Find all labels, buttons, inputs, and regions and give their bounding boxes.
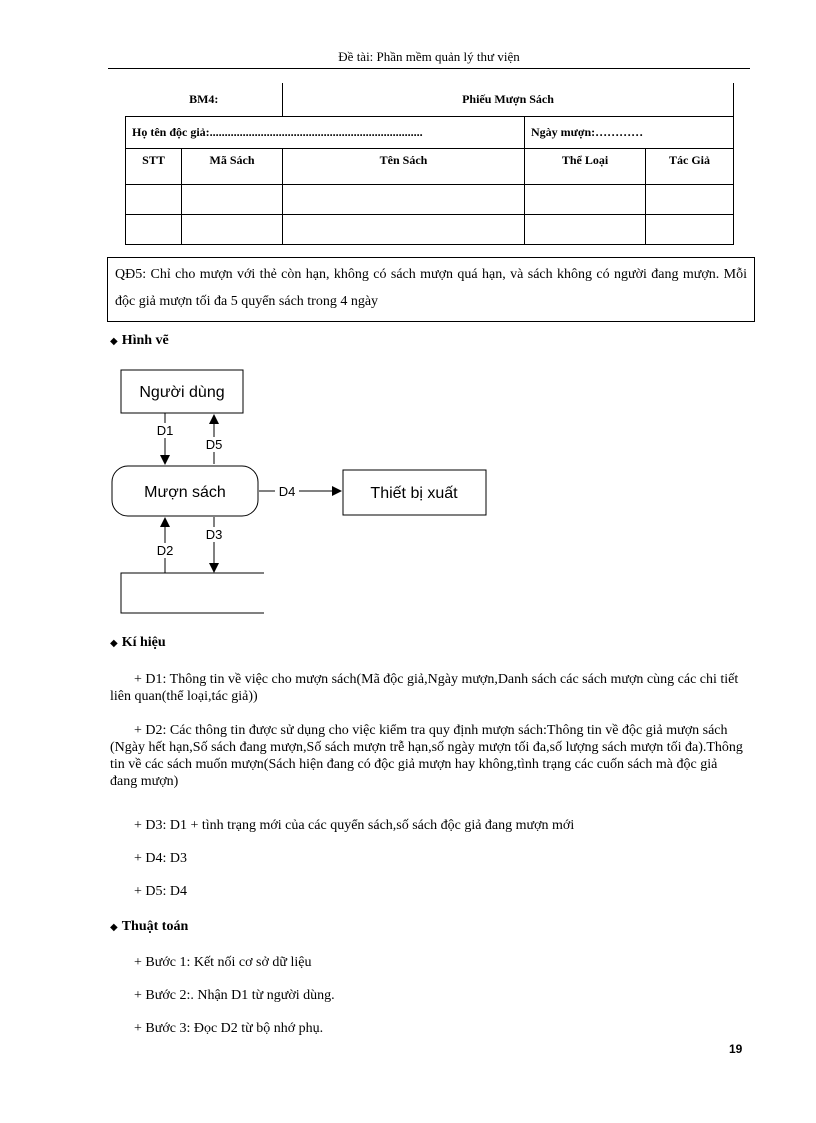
flow-d5-label: D5 [205, 437, 223, 452]
table-cell [283, 215, 525, 245]
algorithm-step-2: + Bước 2:. Nhận D1 từ người dùng. [134, 988, 335, 1003]
table-row [126, 185, 734, 215]
diagram-heading-text: Hình vẽ [121, 333, 169, 348]
form-title-row [126, 83, 734, 117]
flow-d1-label: D1 [156, 423, 174, 438]
table-cell [646, 185, 734, 215]
column-header: Mã Sách [182, 149, 283, 185]
legend-text: + D4: D3 [134, 851, 188, 866]
form-header-row [126, 149, 734, 185]
legend-d1 [110, 671, 746, 705]
form-code: BM4: [126, 83, 283, 117]
diamond-bullet-icon: ◆ [110, 922, 118, 933]
table-cell [182, 185, 283, 215]
form-title: Phiếu Mượn Sách [283, 83, 734, 117]
table-cell [525, 215, 646, 245]
loan-date-label: Ngày mượn:………… [525, 117, 734, 149]
legend-heading [110, 634, 166, 653]
column-header: Tác Giả [646, 149, 734, 185]
legend-text: + D5: D4 [134, 884, 188, 899]
algorithm-heading-text: Thuật toán [121, 919, 189, 934]
legend-heading-text: Kí hiệu [121, 635, 166, 650]
legend-d2 [110, 722, 746, 790]
column-header: STT [126, 149, 182, 185]
legend-d4 [110, 850, 746, 867]
diamond-bullet-icon: ◆ [110, 638, 118, 649]
output-device-label: Thiết bị xuất [370, 485, 458, 502]
page-header: Đề tài: Phần mềm quản lý thư viện [108, 48, 750, 69]
legend-text: + D3: D1 + tình trạng mới của các quyển sách,số sách độc giả đang mượn mới [134, 818, 575, 833]
rule-box: QĐ5: Chỉ cho mượn với thẻ còn hạn, không có sách mượn quá hạn, và sách không có người đang mượn. Mỗi độc giả mượn tối đa 5 quyển sách trong 4 ngày [107, 257, 755, 322]
table-cell [182, 215, 283, 245]
table-cell [126, 185, 182, 215]
flow-d2-label: D2 [156, 543, 174, 558]
user-label: Người dùng [139, 384, 225, 401]
table-cell [646, 215, 734, 245]
algorithm-step-1: + Bước 1: Kết nối cơ sở dữ liệu [134, 955, 312, 970]
diagram-heading [110, 332, 169, 351]
reader-name-label: Họ tên độc giả:....................................................................... [126, 117, 525, 149]
table-cell [283, 185, 525, 215]
algorithm-heading [110, 918, 188, 937]
loan-form-table [125, 83, 734, 245]
table-cell [126, 215, 182, 245]
table-row [126, 215, 734, 245]
form-info-row [126, 117, 734, 149]
legend-text: + D1: Thông tin về việc cho mượn sách(Mã độc giả,Ngày mượn,Danh sách các sách mượn cùng các chi tiết liên quan(thể loại,tác giả)) [110, 672, 739, 704]
legend-d3 [110, 817, 746, 834]
process-label: Mượn sách [144, 484, 226, 501]
algorithm-step-3: + Bước 3: Đọc D2 từ bộ nhớ phụ. [134, 1021, 324, 1036]
diamond-bullet-icon: ◆ [110, 336, 118, 347]
data-store [121, 573, 264, 613]
legend-text: + D2: Các thông tin được sử dụng cho việc kiểm tra quy định mượn sách:Thông tin về độc giả mượn sách (Ngày hết hạn,Số sách đang mượn,Số sách mượn trễ hạn,số ngày mượn tối đa,số lượng sách mượn tối đa).Thông tin về các sách muốn mượn(Sách hiện đang có độc giả mượn hay không,tình trạng các cuốn sách mà độc giả đang mượn) [110, 723, 743, 789]
page-number: 19 [729, 1042, 743, 1056]
flow-d4-label: D4 [278, 484, 296, 499]
column-header: Thể Loại [525, 149, 646, 185]
flow-d3-label: D3 [205, 527, 223, 542]
table-cell [525, 185, 646, 215]
legend-d5 [110, 883, 746, 900]
column-header: Tên Sách [283, 149, 525, 185]
data-flow-diagram [100, 360, 500, 620]
